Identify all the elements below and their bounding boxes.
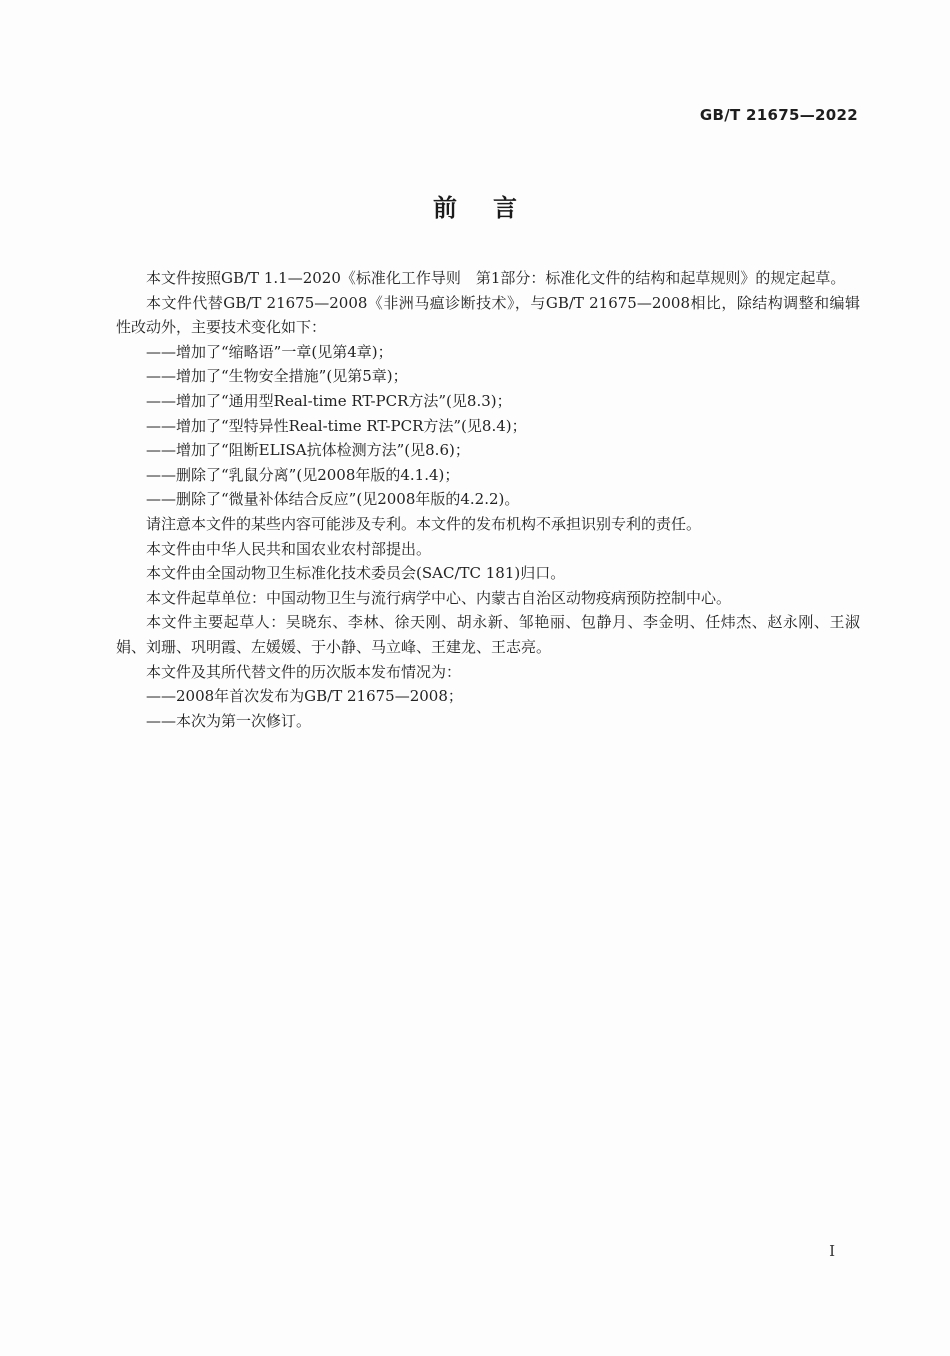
- paragraph-drafting-rules: 本文件按照GB/T 1.1—2020《标准化工作导则 第1部分：标准化文件的结构和起草规则》的规定起草。: [146, 269, 846, 287]
- foreword-body: [116, 266, 860, 733]
- technical-changes-list: [116, 340, 860, 512]
- paragraph-drafters: 本文件主要起草人：吴晓东、李林、徐天刚、胡永新、邹艳丽、包静月、李金明、任炜杰、赵永刚、王淑娟、刘珊、巩明霞、左媛媛、于小静、马立峰、王建龙、王志亮。: [116, 613, 860, 656]
- paragraph-committee: 本文件由全国动物卫生标准化技术委员会(SAC/TC 181)归口。: [146, 564, 566, 583]
- version-history-list: [116, 684, 860, 733]
- standard-code: GB/T 21675—2022: [699, 106, 858, 124]
- page-number: I: [829, 1242, 835, 1260]
- list-item: ——增加了“生物安全措施”(见第5章)；: [146, 367, 408, 386]
- page-title: [0, 188, 950, 223]
- paragraph-replacement: 本文件代替GB/T 21675—2008《非洲马瘟诊断技术》，与GB/T 21675—2008相比，除结构调整和编辑性改动外，主要技术变化如下：: [116, 293, 860, 337]
- list-item: ——增加了“阻断ELISA抗体检测方法”(见8.6)；: [146, 441, 470, 460]
- title-char-2: 言: [493, 194, 517, 222]
- list-item: ——增加了“型特异性Real-time RT-PCR方法”(见8.4)；: [146, 416, 527, 435]
- list-item: ——删除了“微量补体结合反应”(见2008年版的4.2.2)。: [146, 490, 520, 509]
- list-item: ——2008年首次发布为GB/T 21675—2008；: [146, 687, 463, 706]
- paragraph-drafting-units: 本文件起草单位：中国动物卫生与流行病学中心、内蒙古自治区动物疫病预防控制中心。: [146, 588, 732, 607]
- list-item: ——删除了“乳鼠分离”(见2008年版的4.1.4)；: [146, 465, 460, 484]
- paragraph-version-history: 本文件及其所代替文件的历次版本发布情况为：: [146, 662, 462, 681]
- paragraph-patent-notice: 请注意本文件的某些内容可能涉及专利。本文件的发布机构不承担识别专利的责任。: [146, 514, 702, 533]
- list-item: ——增加了“通用型Real-time RT-PCR方法”(见8.3)；: [146, 391, 512, 410]
- paragraph-proposer: 本文件由中华人民共和国农业农村部提出。: [146, 539, 432, 558]
- list-item: ——增加了“缩略语”一章(见第4章)；: [146, 342, 393, 361]
- title-char-1: 前: [433, 194, 457, 222]
- list-item: ——本次为第一次修订。: [146, 711, 312, 730]
